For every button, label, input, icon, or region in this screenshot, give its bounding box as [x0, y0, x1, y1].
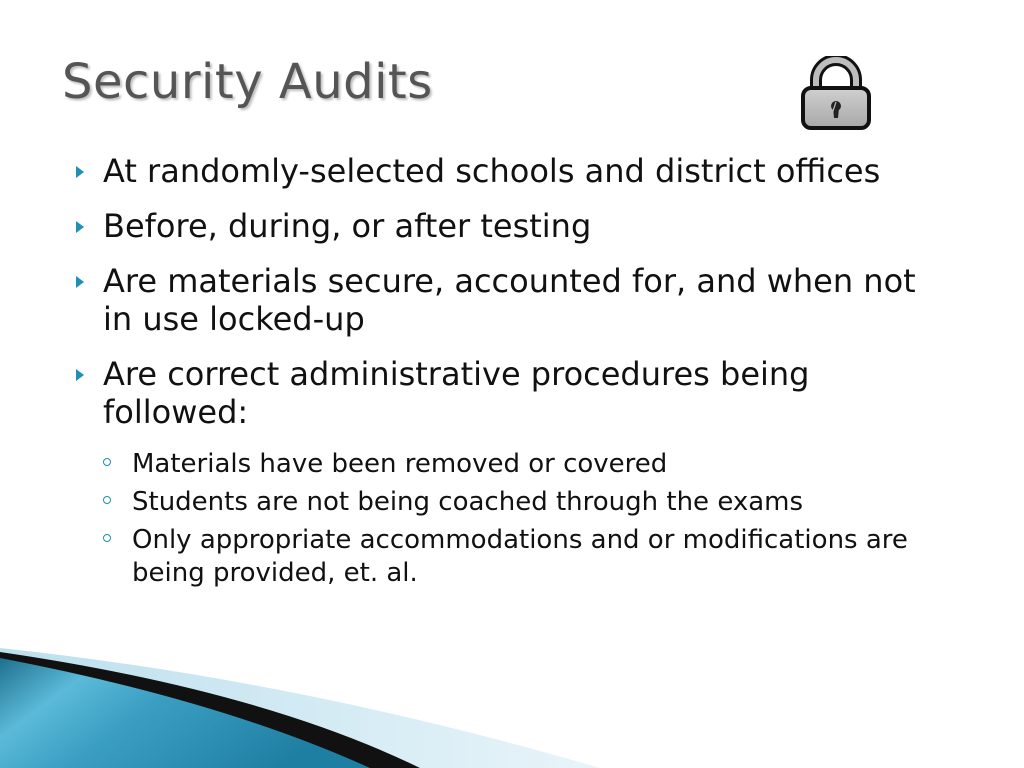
bullet-text: Are materials secure, accounted for, and when not in use locked-up — [103, 262, 916, 338]
sub-bullet-text: Only appropriate accommodations and or modifications are being provided, et. al. — [132, 525, 908, 588]
bullet-text: Are correct administrative procedures being followed: — [103, 355, 810, 431]
sub-bullet-text: Materials have been removed or covered — [132, 449, 668, 479]
circle-bullet-icon — [103, 496, 111, 504]
bullet-item — [0, 262, 1024, 338]
bullet-list — [0, 152, 1024, 595]
sub-bullet-item — [0, 486, 1024, 519]
bullet-text: Before, during, or after testing — [103, 207, 592, 245]
slide-title: Security Audits — [62, 54, 433, 110]
decorative-swoosh — [0, 600, 1024, 768]
sub-bullet-item — [0, 524, 1024, 590]
sub-bullet-list — [0, 448, 1024, 590]
bullet-item — [0, 207, 1024, 245]
triangle-bullet-icon — [76, 369, 84, 381]
bullet-item — [0, 355, 1024, 431]
triangle-bullet-icon — [76, 166, 84, 178]
circle-bullet-icon — [103, 458, 111, 466]
triangle-bullet-icon — [76, 276, 84, 288]
bullet-item — [0, 152, 1024, 190]
sub-bullet-text: Students are not being coached through the exams — [132, 487, 804, 517]
triangle-bullet-icon — [76, 221, 84, 233]
padlock-icon — [798, 56, 874, 132]
circle-bullet-icon — [103, 534, 111, 542]
sub-bullet-item — [0, 448, 1024, 481]
bullet-text: At randomly-selected schools and district offices — [103, 152, 881, 190]
